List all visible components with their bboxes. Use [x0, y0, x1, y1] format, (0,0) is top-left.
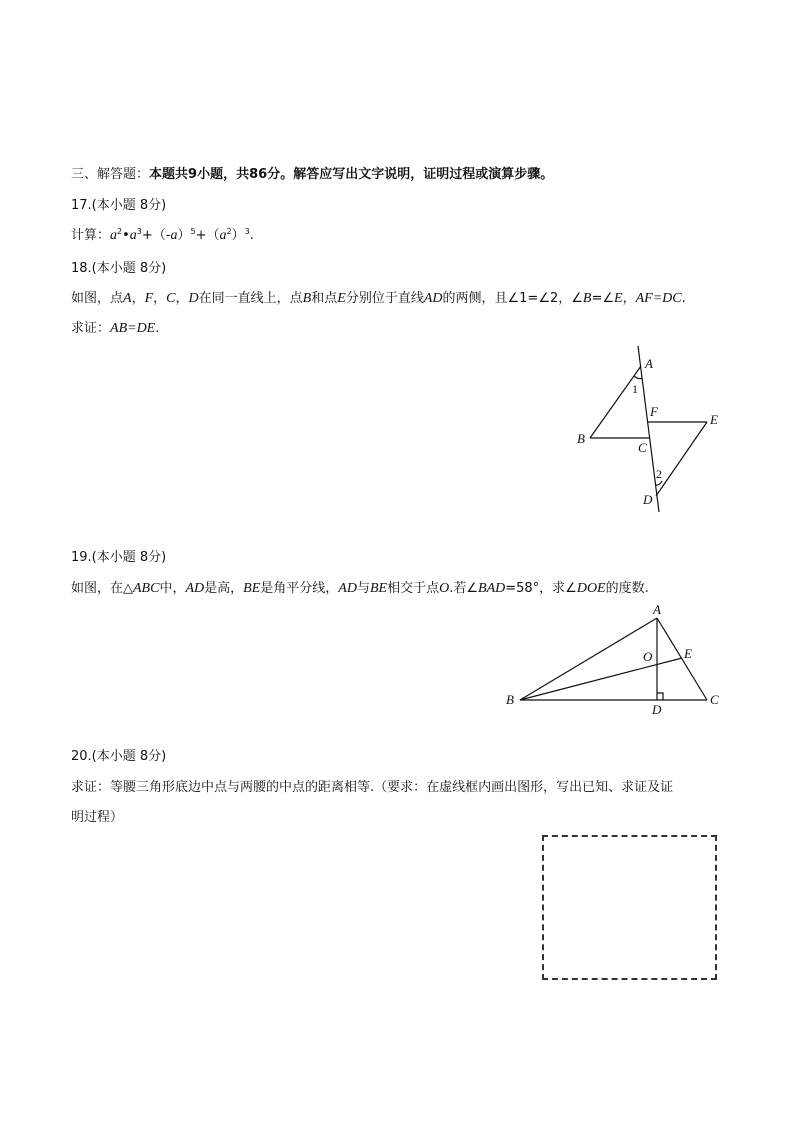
- q17-expression: 计算：$a^2•a^3+(-a)^5+(a^2)^3$.: [71, 227, 254, 243]
- section-title: 三、解答题：: [71, 167, 150, 182]
- label-f: F: [650, 404, 658, 419]
- q18-statement: 如图，点A，F，C，D在同一直线上，点B和点E分别位于直线AD的两侧，且∠1=∠2，∠B=∠E，AF=DC.: [71, 291, 686, 306]
- section-count: 9: [188, 167, 198, 182]
- bisector-be: [520, 658, 682, 700]
- label-o: O: [643, 649, 653, 664]
- label-b: B: [577, 431, 585, 446]
- label-e: E: [684, 646, 692, 661]
- label-a: A: [645, 356, 653, 371]
- angle-1-arc: [634, 376, 642, 379]
- label-c: C: [638, 440, 647, 455]
- q18-header: 18.(本小题 8分): [71, 261, 167, 276]
- q20-statement-line1: 求证：等腰三角形底边中点与两腰的中点的距离相等.（要求：在虚线框内画出图形，写出已知、求证及证: [71, 780, 674, 795]
- section-desc-c: 分。: [267, 167, 294, 182]
- section-desc-b: 小题，共: [197, 167, 250, 182]
- label-1: 1: [632, 382, 638, 396]
- segment-ed: [656, 422, 707, 496]
- q19-statement: 如图，在△ABC中，AD是高，BE是角平分线，AD与BE相交于点O.若∠BAD=58°，求∠DOE的度数.: [71, 581, 649, 596]
- section-instruction: 解答应写出文字说明，证明过程或演算步骤。: [293, 167, 554, 182]
- q19-figure: [500, 600, 740, 720]
- segment-ab: [520, 618, 657, 700]
- segment-ab: [590, 366, 641, 438]
- q18-figure: [570, 342, 770, 517]
- label-a: A: [653, 602, 661, 617]
- section-score: 86: [249, 167, 268, 182]
- section-heading: [71, 166, 553, 184]
- q19-header: 19.(本小题 8分): [71, 550, 167, 565]
- label-2: 2: [656, 467, 662, 481]
- q18-prove: 求证：AB=DE.: [71, 321, 160, 336]
- q20-statement-line2: 明过程）: [71, 810, 124, 825]
- label-d: D: [652, 702, 662, 717]
- label-d: D: [643, 492, 653, 507]
- label-e: E: [710, 412, 718, 427]
- q17-header: 17.(本小题 8分): [71, 198, 167, 213]
- segment-ac: [657, 618, 707, 700]
- section-desc-a: 本题共: [149, 167, 189, 182]
- label-b: B: [506, 692, 514, 707]
- right-angle-mark: [657, 693, 663, 700]
- answer-drawing-box: [542, 835, 717, 980]
- q20-header: 20.(本小题 8分): [71, 749, 167, 764]
- label-c: C: [710, 692, 719, 707]
